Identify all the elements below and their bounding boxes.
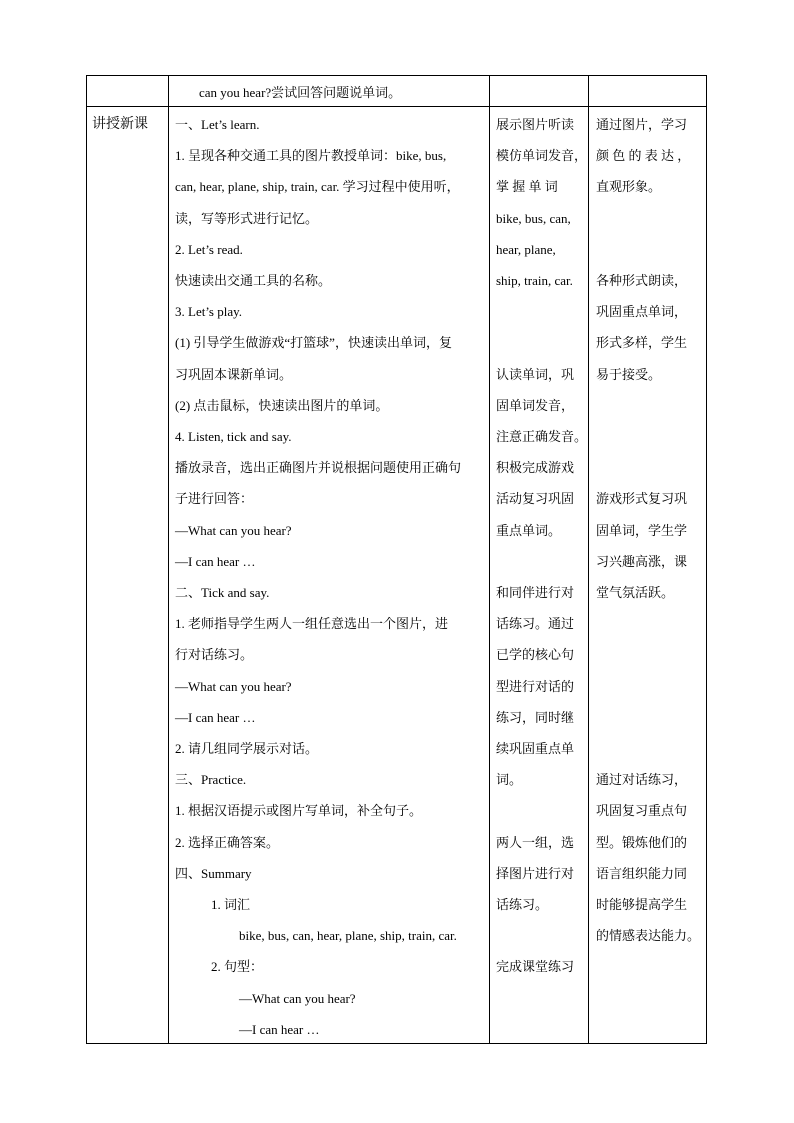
top-row-text: can you hear?尝试回答问题说单词。 <box>199 85 402 100</box>
content-line: —I can hear … <box>175 709 256 725</box>
student-activity-line: 续巩固重点单 <box>496 741 575 756</box>
student-activity-line: 择图片进行对 <box>496 865 575 881</box>
content-line: —I can hear … <box>175 553 256 569</box>
design-purpose-line: 易于接受。 <box>596 366 662 382</box>
content-line: 2. 选择正确答案。 <box>175 834 280 850</box>
design-purpose-line: 语言组织能力同 <box>596 865 688 881</box>
section-label: 讲授新课 <box>92 117 148 132</box>
student-activity-line: 固单词发音， <box>496 397 575 413</box>
design-purpose-line: 固单词，学生学 <box>596 522 688 538</box>
content-line: 快速读出交通工具的名称。 <box>175 273 332 288</box>
student-activity-line: 型进行对话的 <box>496 678 575 694</box>
content-line: 播放录音，选出正确图片并说根据问题使用正确句 <box>175 460 462 476</box>
design-purpose-line: 堂气氛活跃。 <box>596 585 675 600</box>
student-activity-line: 话练习。通过 <box>496 616 575 632</box>
design-purpose-line: 直观形象。 <box>596 179 662 195</box>
content-line: 3. Let’s play. <box>175 304 243 320</box>
content-line: bike, bus, can, hear, plane, ship, train, car. <box>239 928 457 944</box>
design-purpose-line: 巩固复习重点句 <box>596 803 688 819</box>
content-line: 行对话练习。 <box>175 647 254 663</box>
column-divider <box>489 76 490 1043</box>
content-line: 习巩固本课新单词。 <box>175 366 293 382</box>
content-line: —What can you hear? <box>175 522 292 538</box>
student-activity-line: 活动复习巩固 <box>496 491 575 507</box>
content-line: 四、Summary <box>175 865 252 881</box>
student-activity-line: 掌 握 单 词 <box>496 179 558 195</box>
content-line: can, hear, plane, ship, train, car. 学习过程中使用听， <box>175 179 460 195</box>
student-activity-line: 已学的核心句 <box>496 647 575 663</box>
content-line: 子进行回答： <box>175 491 254 507</box>
student-activity-line: 两人一组，选 <box>496 834 575 850</box>
design-purpose-line: 通过对话练习， <box>596 772 688 788</box>
content-line: (1) 引导学生做游戏“打篮球”，快速读出单词，复 <box>175 335 452 351</box>
design-purpose-line: 型。锻炼他们的 <box>596 834 688 850</box>
content-line: (2) 点击鼠标，快速读出图片的单词。 <box>175 397 389 413</box>
student-activity-line: ship, train, car. <box>496 273 573 288</box>
content-line: —What can you hear? <box>175 678 292 694</box>
student-activity-line: 练习，同时继 <box>496 709 575 725</box>
content-line: 一、Let’s learn. <box>175 117 260 132</box>
design-purpose-line: 通过图片，学习 <box>596 117 688 132</box>
content-line: —I can hear … <box>239 1021 320 1037</box>
content-line: —What can you hear? <box>239 990 356 1006</box>
content-line: 1. 老师指导学生两人一组任意选出一个图片，进 <box>175 616 449 632</box>
student-activity-line: 重点单词。 <box>496 522 562 538</box>
student-activity-line: 注意正确发音。 <box>496 429 588 444</box>
content-line: 读，写等形式进行记忆。 <box>175 210 319 226</box>
content-line: 2. Let’s read. <box>175 241 243 257</box>
content-line: 1. 词汇 <box>211 897 251 912</box>
content-line: 二、Tick and say. <box>175 585 270 600</box>
student-activity-line: hear, plane, <box>496 241 556 257</box>
student-activity-line: 认读单词，巩 <box>496 366 575 382</box>
content-line: 1. 根据汉语提示或图片写单词，补全句子。 <box>175 803 423 819</box>
design-purpose-line: 颜 色 的 表 达 ， <box>596 148 691 164</box>
design-purpose-line: 游戏形式复习巩 <box>596 491 688 507</box>
design-purpose-line: 巩固重点单词， <box>596 304 688 320</box>
content-line: 1. 呈现各种交通工具的图片教授单词：bike, bus, <box>175 148 447 164</box>
student-activity-line: 完成课堂练习 <box>496 959 575 975</box>
content-line: 2. 句型： <box>211 959 264 975</box>
student-activity-line: 话练习。 <box>496 897 549 912</box>
student-activity-line: bike, bus, can, <box>496 210 571 226</box>
design-purpose-line: 形式多样，学生 <box>596 335 688 351</box>
design-purpose-line: 习兴趣高涨，课 <box>596 553 688 569</box>
design-purpose-line: 时能够提高学生 <box>596 897 688 912</box>
student-activity-line: 积极完成游戏 <box>496 460 575 476</box>
content-line: 三、Practice. <box>175 772 247 788</box>
design-purpose-line: 各种形式朗读， <box>596 273 688 288</box>
design-purpose-line: 的情感表达能力。 <box>596 928 701 944</box>
content-line: 4. Listen, tick and say. <box>175 429 292 444</box>
student-activity-line: 模仿单词发音， <box>496 148 588 164</box>
content-line: 2. 请几组同学展示对话。 <box>175 741 319 756</box>
student-activity-line: 词。 <box>496 772 523 788</box>
column-divider <box>168 76 169 1043</box>
student-activity-line: 展示图片听读 <box>496 117 575 132</box>
student-activity-line: 和同伴进行对 <box>496 585 575 600</box>
column-divider <box>588 76 589 1043</box>
